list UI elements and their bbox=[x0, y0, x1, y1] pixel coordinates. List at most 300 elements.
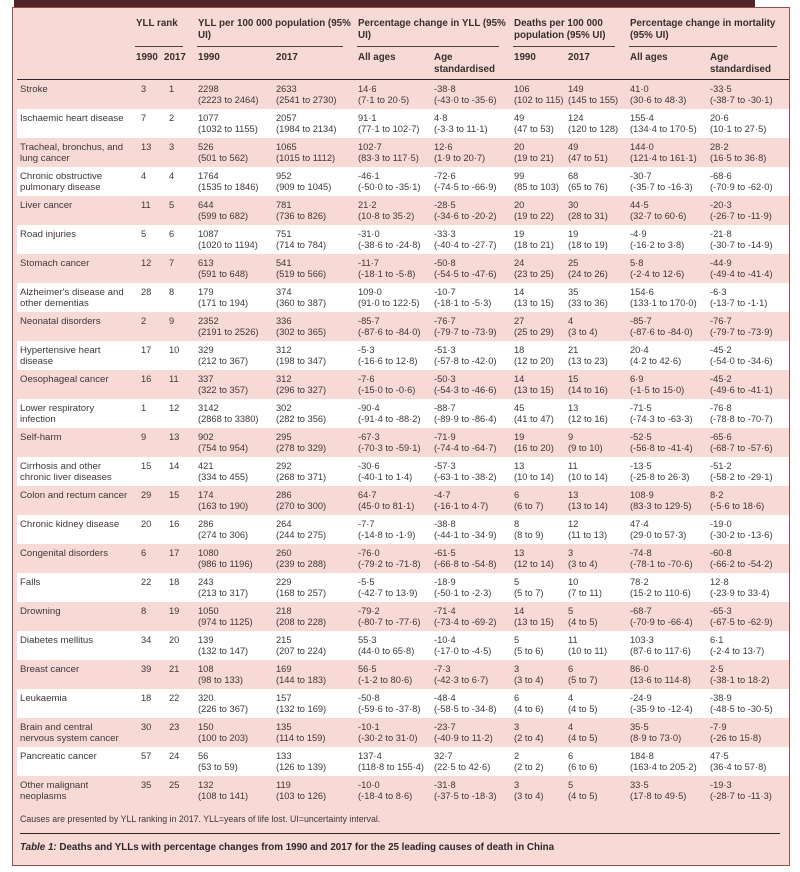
cell-uncertainty-interval: (13 to 15) bbox=[514, 385, 554, 395]
yll-rank-1990-cell bbox=[133, 283, 161, 312]
cell-uncertainty-interval: (10 to 14) bbox=[568, 472, 608, 482]
cell-value: 3 bbox=[514, 722, 520, 732]
cell-value: -85·7 bbox=[358, 316, 380, 326]
cell-uncertainty-interval: (85 to 103) bbox=[514, 182, 559, 192]
cell-uncertainty-interval: (-5·6 to 18·6) bbox=[710, 501, 765, 511]
cell-value: 155·4 bbox=[630, 113, 654, 123]
cell-value: 28·2 bbox=[710, 142, 729, 152]
deaths-1990-cell bbox=[511, 573, 565, 602]
cell-uncertainty-interval: (736 to 826) bbox=[276, 211, 327, 221]
cell-value: 11 bbox=[169, 374, 179, 384]
cell-value: 312 bbox=[276, 345, 292, 355]
table-row bbox=[17, 515, 789, 544]
cell-value: 286 bbox=[198, 519, 214, 529]
cell-value: 133 bbox=[276, 751, 292, 761]
cell-uncertainty-interval: (16·5 to 36·8) bbox=[710, 153, 767, 163]
yll-rank-2017-cell bbox=[161, 515, 195, 544]
cell-uncertainty-interval: (-79·2 to -71·8) bbox=[358, 559, 421, 569]
cell-uncertainty-interval: (207 to 224) bbox=[276, 646, 327, 656]
sub-header-row bbox=[17, 47, 789, 80]
cell-value: 8 bbox=[514, 519, 520, 529]
cell-uncertainty-interval: (-16·2 to 3·8) bbox=[630, 240, 685, 250]
deaths-1990-cell bbox=[511, 312, 565, 341]
table-row bbox=[17, 573, 789, 602]
cause-cell: Stroke bbox=[20, 84, 48, 95]
cell-value: 5·8 bbox=[630, 258, 644, 268]
yll-2017-cell bbox=[273, 283, 355, 312]
col-group-pct-change-mortality bbox=[627, 12, 789, 47]
deaths-2017-cell bbox=[565, 718, 627, 747]
table-row bbox=[17, 196, 789, 225]
cell-value: -4·7 bbox=[434, 490, 451, 500]
yll-1990-cell bbox=[195, 341, 273, 370]
cell-uncertainty-interval: (-15·0 to -0·6) bbox=[358, 385, 416, 395]
cell-value: 781 bbox=[276, 200, 292, 210]
cell-value: 137·4 bbox=[358, 751, 382, 761]
yll-rank-1990-cell bbox=[133, 718, 161, 747]
group-underline bbox=[513, 46, 615, 47]
mort-change-all-ages-cell bbox=[627, 80, 707, 110]
cell-uncertainty-interval: (4 to 5) bbox=[568, 617, 598, 627]
cause-cell: Chronic obstructive pulmonary disease bbox=[20, 171, 103, 193]
cell-value: 14 bbox=[514, 374, 525, 384]
deaths-2017-cell bbox=[565, 312, 627, 341]
cell-value: 139 bbox=[198, 635, 214, 645]
cell-uncertainty-interval: (226 to 367) bbox=[198, 704, 249, 714]
cell-uncertainty-interval: (10·8 to 35·2) bbox=[358, 211, 415, 221]
yll-rank-1990-cell bbox=[133, 747, 161, 776]
mort-change-age-std-cell bbox=[707, 602, 789, 631]
group-header-row bbox=[17, 12, 789, 47]
group-underline bbox=[357, 46, 499, 47]
yll-rank-1990-cell bbox=[133, 109, 161, 138]
yll-rank-2017-cell bbox=[161, 428, 195, 457]
cell-value: 109·0 bbox=[358, 287, 382, 297]
mort-change-age-std-cell bbox=[707, 573, 789, 602]
deaths-1990-cell bbox=[511, 138, 565, 167]
subheader-yll-rank-2017: 2017 bbox=[161, 47, 195, 80]
cell-uncertainty-interval: (3 to 4) bbox=[568, 559, 598, 569]
yll-change-all-ages-cell bbox=[355, 167, 431, 196]
cell-uncertainty-interval: (-40·1 to 1·4) bbox=[358, 472, 413, 482]
cell-value: -10·0 bbox=[358, 780, 380, 790]
cell-value: -45·2 bbox=[710, 374, 732, 384]
cell-value: 17 bbox=[169, 548, 180, 558]
cell-value: 11 bbox=[141, 200, 151, 210]
cell-uncertainty-interval: (4 to 5) bbox=[568, 733, 598, 743]
cause-cell: Breast cancer bbox=[20, 664, 80, 675]
yll-1990-cell bbox=[195, 747, 273, 776]
cell-value: -6·3 bbox=[710, 287, 727, 297]
cell-value: -19·3 bbox=[710, 780, 732, 790]
mort-change-all-ages-cell bbox=[627, 109, 707, 138]
cell-value: 260 bbox=[276, 548, 292, 558]
col-group-label: YLL rank bbox=[136, 18, 178, 29]
cell-value: 18 bbox=[141, 693, 152, 703]
cell-uncertainty-interval: (296 to 327) bbox=[276, 385, 327, 395]
cell-value: 11 bbox=[568, 461, 578, 471]
cell-value: 55·3 bbox=[358, 635, 377, 645]
table-body bbox=[17, 80, 789, 806]
cell-value: 30 bbox=[141, 722, 152, 732]
mort-change-all-ages-cell bbox=[627, 457, 707, 486]
cause-cell: Self-harm bbox=[20, 432, 62, 443]
cell-value: 132 bbox=[198, 780, 214, 790]
cell-value: 2 bbox=[141, 316, 147, 326]
yll-2017-cell bbox=[273, 109, 355, 138]
cell-uncertainty-interval: (-18·4 to 8·6) bbox=[358, 791, 413, 801]
cell-value: 14 bbox=[514, 287, 525, 297]
yll-2017-cell bbox=[273, 370, 355, 399]
cell-value: 78·2 bbox=[630, 577, 649, 587]
cell-uncertainty-interval: (244 to 275) bbox=[276, 530, 327, 540]
deaths-2017-cell bbox=[565, 660, 627, 689]
cell-uncertainty-interval: (754 to 954) bbox=[198, 443, 249, 453]
cell-uncertainty-interval: (-42·3 to 6·7) bbox=[434, 675, 489, 685]
cell-value: 174 bbox=[198, 490, 214, 500]
cell-uncertainty-interval: (-38·7 to -30·1) bbox=[710, 95, 773, 105]
cell-uncertainty-interval: (-68·7 to -57·6) bbox=[710, 443, 773, 453]
cell-value: 5 bbox=[568, 606, 574, 616]
yll-1990-cell bbox=[195, 428, 273, 457]
cell-uncertainty-interval: (2223 to 2464) bbox=[198, 95, 259, 105]
table-row bbox=[17, 370, 789, 399]
cell-value: 22 bbox=[141, 577, 152, 587]
cell-uncertainty-interval: (-23·9 to 33·4) bbox=[710, 588, 770, 598]
cell-value: 902 bbox=[198, 432, 214, 442]
cell-value: 68 bbox=[568, 171, 579, 181]
deaths-2017-cell bbox=[565, 602, 627, 631]
mort-change-age-std-cell bbox=[707, 660, 789, 689]
cell-uncertainty-interval: (-30·2 to 31·0) bbox=[358, 733, 418, 743]
cell-uncertainty-interval: (83·3 to 129·5) bbox=[630, 501, 692, 511]
cell-value: -44·9 bbox=[710, 258, 732, 268]
deaths-2017-cell bbox=[565, 254, 627, 283]
cell-value: 24 bbox=[169, 751, 180, 761]
cell-uncertainty-interval: (4 to 5) bbox=[568, 704, 598, 714]
deaths-1990-cell bbox=[511, 660, 565, 689]
yll-change-age-std-cell bbox=[431, 747, 511, 776]
yll-rank-1990-cell bbox=[133, 660, 161, 689]
cell-uncertainty-interval: (198 to 347) bbox=[276, 356, 327, 366]
cell-value: 49 bbox=[514, 113, 525, 123]
cell-uncertainty-interval: (13·6 to 114·8) bbox=[630, 675, 691, 685]
deaths-1990-cell bbox=[511, 718, 565, 747]
cell-value: 20 bbox=[169, 635, 180, 645]
deaths-1990-cell bbox=[511, 399, 565, 428]
cell-value: -23·7 bbox=[434, 722, 456, 732]
subheader-yll-change-all-ages: All ages bbox=[355, 47, 431, 80]
mort-change-all-ages-cell bbox=[627, 544, 707, 573]
deaths-1990-cell bbox=[511, 602, 565, 631]
col-group-label: Percentage change in YLL (95% UI) bbox=[358, 18, 506, 41]
cell-value: -24·9 bbox=[630, 693, 652, 703]
yll-change-all-ages-cell bbox=[355, 631, 431, 660]
cell-value: 13 bbox=[169, 432, 180, 442]
cell-value: -10·1 bbox=[358, 722, 380, 732]
cell-value: 14·6 bbox=[358, 84, 377, 94]
cell-uncertainty-interval: (208 to 228) bbox=[276, 617, 327, 627]
deaths-2017-cell bbox=[565, 689, 627, 718]
yll-rank-1990-cell bbox=[133, 544, 161, 573]
cell-uncertainty-interval: (-50·1 to -2·3) bbox=[434, 588, 492, 598]
cell-uncertainty-interval: (-25·8 to 26·3) bbox=[630, 472, 690, 482]
cell-uncertainty-interval: (-38·1 to 18·2) bbox=[710, 675, 770, 685]
table-row bbox=[17, 486, 789, 515]
table-row bbox=[17, 689, 789, 718]
yll-2017-cell bbox=[273, 544, 355, 573]
cell-value: 19 bbox=[169, 606, 180, 616]
cell-value: 5 bbox=[568, 780, 574, 790]
deaths-1990-cell bbox=[511, 428, 565, 457]
cell-value: 2 bbox=[514, 751, 520, 761]
cell-uncertainty-interval: (145 to 155) bbox=[568, 95, 619, 105]
cell-uncertainty-interval: (36·4 to 57·8) bbox=[710, 762, 767, 772]
cell-value: 39 bbox=[141, 664, 152, 674]
cell-value: 13 bbox=[514, 548, 525, 558]
cell-uncertainty-interval: (-50·0 to -35·1) bbox=[358, 182, 421, 192]
cell-uncertainty-interval: (-73·4 to -69·2) bbox=[434, 617, 497, 627]
cell-uncertainty-interval: (-80·7 to -77·6) bbox=[358, 617, 421, 627]
mort-change-age-std-cell bbox=[707, 283, 789, 312]
cell-uncertainty-interval: (10 to 14) bbox=[514, 472, 554, 482]
yll-2017-cell bbox=[273, 167, 355, 196]
col-group-yll-rank bbox=[133, 12, 195, 47]
yll-rank-2017-cell bbox=[161, 312, 195, 341]
yll-change-age-std-cell bbox=[431, 457, 511, 486]
yll-2017-cell bbox=[273, 660, 355, 689]
cell-value: 1077 bbox=[198, 113, 219, 123]
cell-value: 541 bbox=[276, 258, 292, 268]
cell-value: 329 bbox=[198, 345, 214, 355]
cell-value: 3142 bbox=[198, 403, 219, 413]
cell-uncertainty-interval: (360 to 387) bbox=[276, 298, 327, 308]
cell-uncertainty-interval: (-70·9 to -66·4) bbox=[630, 617, 693, 627]
mort-change-all-ages-cell bbox=[627, 602, 707, 631]
cell-value: -52·5 bbox=[630, 432, 652, 442]
cell-value: 229 bbox=[276, 577, 292, 587]
cell-uncertainty-interval: (5 to 7) bbox=[514, 588, 544, 598]
cell-uncertainty-interval: (974 to 1125) bbox=[198, 617, 253, 627]
yll-change-all-ages-cell bbox=[355, 138, 431, 167]
mort-change-all-ages-cell bbox=[627, 776, 707, 805]
col-group-label: Percentage change in mortality (95% UI) bbox=[630, 18, 776, 41]
cell-uncertainty-interval: (103 to 126) bbox=[276, 791, 327, 801]
cell-value: 4 bbox=[169, 171, 175, 181]
cell-uncertainty-interval: (13 to 15) bbox=[514, 617, 554, 627]
cell-value: 15 bbox=[169, 490, 180, 500]
cell-value: 13 bbox=[568, 403, 579, 413]
cell-value: 23 bbox=[169, 722, 180, 732]
col-group-label: Deaths per 100 000 population (95% UI) bbox=[514, 18, 606, 41]
yll-change-age-std-cell bbox=[431, 167, 511, 196]
cell-value: 28 bbox=[141, 287, 152, 297]
cell-value: 12 bbox=[169, 403, 180, 413]
yll-rank-2017-cell bbox=[161, 689, 195, 718]
deaths-1990-cell bbox=[511, 747, 565, 776]
cell-uncertainty-interval: (121·4 to 161·1) bbox=[630, 153, 697, 163]
yll-2017-cell bbox=[273, 515, 355, 544]
deaths-1990-cell bbox=[511, 196, 565, 225]
cell-uncertainty-interval: (98 to 133) bbox=[198, 675, 243, 685]
mort-change-age-std-cell bbox=[707, 138, 789, 167]
yll-change-all-ages-cell bbox=[355, 660, 431, 689]
cell-value: 21 bbox=[568, 345, 579, 355]
deaths-2017-cell bbox=[565, 457, 627, 486]
yll-rank-1990-cell bbox=[133, 138, 161, 167]
cell-uncertainty-interval: (133·1 to 170·0) bbox=[630, 298, 697, 308]
yll-rank-2017-cell bbox=[161, 283, 195, 312]
yll-1990-cell bbox=[195, 631, 273, 660]
cell-uncertainty-interval: (44·0 to 65·8) bbox=[358, 646, 415, 656]
deaths-2017-cell bbox=[565, 138, 627, 167]
yll-1990-cell bbox=[195, 167, 273, 196]
cell-uncertainty-interval: (9 to 10) bbox=[568, 443, 603, 453]
yll-rank-1990-cell bbox=[133, 573, 161, 602]
cell-value: 86·0 bbox=[630, 664, 649, 674]
yll-change-all-ages-cell bbox=[355, 428, 431, 457]
cell-uncertainty-interval: (28 to 31) bbox=[568, 211, 608, 221]
yll-change-age-std-cell bbox=[431, 631, 511, 660]
mort-change-age-std-cell bbox=[707, 312, 789, 341]
cell-uncertainty-interval: (2868 to 3380) bbox=[198, 414, 259, 424]
cell-value: 35·5 bbox=[630, 722, 649, 732]
mort-change-age-std-cell bbox=[707, 776, 789, 805]
cell-value: -61·5 bbox=[434, 548, 456, 558]
table-row bbox=[17, 747, 789, 776]
cell-value: -68·7 bbox=[630, 606, 652, 616]
cell-uncertainty-interval: (-79·7 to -73·9) bbox=[434, 327, 497, 337]
table-row bbox=[17, 312, 789, 341]
top-rule-bar bbox=[14, 0, 755, 7]
cell-uncertainty-interval: (32·7 to 60·6) bbox=[630, 211, 687, 221]
cell-uncertainty-interval: (-74·3 to -63·3) bbox=[630, 414, 693, 424]
cell-uncertainty-interval: (-54·0 to -34·6) bbox=[710, 356, 773, 366]
yll-1990-cell bbox=[195, 718, 273, 747]
yll-rank-2017-cell bbox=[161, 573, 195, 602]
cell-value: 9 bbox=[568, 432, 574, 442]
yll-2017-cell bbox=[273, 457, 355, 486]
mort-change-age-std-cell bbox=[707, 109, 789, 138]
mort-change-all-ages-cell bbox=[627, 689, 707, 718]
cell-value: 157 bbox=[276, 693, 292, 703]
yll-rank-2017-cell bbox=[161, 196, 195, 225]
yll-2017-cell bbox=[273, 312, 355, 341]
mort-change-all-ages-cell bbox=[627, 341, 707, 370]
cell-uncertainty-interval: (2 to 4) bbox=[514, 733, 544, 743]
cell-value: 45 bbox=[514, 403, 525, 413]
deaths-2017-cell bbox=[565, 747, 627, 776]
cause-cell: Stomach cancer bbox=[20, 258, 90, 269]
cell-value: -76·8 bbox=[710, 403, 732, 413]
cell-uncertainty-interval: (-54·5 to -47·6) bbox=[434, 269, 497, 279]
mort-change-age-std-cell bbox=[707, 631, 789, 660]
cell-uncertainty-interval: (144 to 183) bbox=[276, 675, 327, 685]
cell-uncertainty-interval: (5 to 7) bbox=[568, 675, 598, 685]
cell-uncertainty-interval: (-44·1 to -34·9) bbox=[434, 530, 497, 540]
cell-value: 150 bbox=[198, 722, 214, 732]
mort-change-age-std-cell bbox=[707, 80, 789, 110]
cell-uncertainty-interval: (-49·6 to -41·1) bbox=[710, 385, 773, 395]
table-row bbox=[17, 109, 789, 138]
cell-value: 13 bbox=[568, 490, 579, 500]
cell-uncertainty-interval: (53 to 59) bbox=[198, 762, 238, 772]
cell-value: 91·1 bbox=[358, 113, 377, 123]
yll-rank-1990-cell bbox=[133, 225, 161, 254]
yll-2017-cell bbox=[273, 138, 355, 167]
mort-change-age-std-cell bbox=[707, 254, 789, 283]
cell-uncertainty-interval: (1015 to 1112) bbox=[276, 153, 336, 163]
yll-change-all-ages-cell bbox=[355, 776, 431, 805]
yll-rank-1990-cell bbox=[133, 167, 161, 196]
deaths-1990-cell bbox=[511, 631, 565, 660]
cell-value: 1 bbox=[141, 403, 147, 413]
cell-value: 302 bbox=[276, 403, 292, 413]
cell-value: 9 bbox=[141, 432, 147, 442]
deaths-2017-cell bbox=[565, 370, 627, 399]
cell-uncertainty-interval: (120 to 128) bbox=[568, 124, 619, 134]
cell-value: 27 bbox=[514, 316, 525, 326]
cell-uncertainty-interval: (-37·5 to -18·3) bbox=[434, 791, 497, 801]
cell-value: 3 bbox=[514, 780, 520, 790]
deaths-2017-cell bbox=[565, 283, 627, 312]
cell-value: -79·2 bbox=[358, 606, 380, 616]
yll-change-all-ages-cell bbox=[355, 544, 431, 573]
mort-change-age-std-cell bbox=[707, 515, 789, 544]
cell-value: 3 bbox=[169, 142, 175, 152]
cell-uncertainty-interval: (100 to 203) bbox=[198, 733, 249, 743]
cell-uncertainty-interval: (17·8 to 49·5) bbox=[630, 791, 687, 801]
cell-uncertainty-interval: (41 to 47) bbox=[514, 414, 554, 424]
cell-value: 6 bbox=[141, 548, 147, 558]
cell-uncertainty-interval: (-57·8 to -42·0) bbox=[434, 356, 497, 366]
yll-2017-cell bbox=[273, 225, 355, 254]
mort-change-age-std-cell bbox=[707, 747, 789, 776]
yll-change-age-std-cell bbox=[431, 312, 511, 341]
cell-uncertainty-interval: (-35·7 to -16·3) bbox=[630, 182, 693, 192]
yll-change-age-std-cell bbox=[431, 689, 511, 718]
cell-uncertainty-interval: (501 to 562) bbox=[198, 153, 249, 163]
group-underline bbox=[629, 46, 777, 47]
cell-uncertainty-interval: (19 to 22) bbox=[514, 211, 554, 221]
cell-value: 21 bbox=[169, 664, 180, 674]
yll-change-all-ages-cell bbox=[355, 718, 431, 747]
cell-uncertainty-interval: (7·1 to 20·5) bbox=[358, 95, 410, 105]
footnote: Causes are presented by YLL ranking in 2017. YLL=years of life lost. UI=uncertainty interval. bbox=[20, 814, 381, 824]
cell-value: 4 bbox=[141, 171, 147, 181]
cell-uncertainty-interval: (-13·7 to -1·1) bbox=[710, 298, 768, 308]
cell-uncertainty-interval: (47 to 53) bbox=[514, 124, 554, 134]
cause-cell: Lower respiratory infection bbox=[20, 403, 95, 425]
cause-cell: Brain and central nervous system cancer bbox=[20, 722, 119, 744]
yll-rank-2017-cell bbox=[161, 109, 195, 138]
cell-value: 1050 bbox=[198, 606, 219, 616]
yll-change-all-ages-cell bbox=[355, 370, 431, 399]
mort-change-age-std-cell bbox=[707, 486, 789, 515]
cell-uncertainty-interval: (-18·1 to -5·8) bbox=[358, 269, 416, 279]
deaths-2017-cell bbox=[565, 225, 627, 254]
cell-value: -13·5 bbox=[630, 461, 652, 471]
yll-deaths-table bbox=[17, 12, 789, 805]
mort-change-age-std-cell bbox=[707, 428, 789, 457]
cell-value: 644 bbox=[198, 200, 214, 210]
yll-1990-cell bbox=[195, 544, 273, 573]
yll-rank-2017-cell bbox=[161, 660, 195, 689]
yll-change-all-ages-cell bbox=[355, 486, 431, 515]
yll-rank-1990-cell bbox=[133, 457, 161, 486]
cell-uncertainty-interval: (2191 to 2526) bbox=[198, 327, 259, 337]
cell-value: 3 bbox=[568, 548, 574, 558]
